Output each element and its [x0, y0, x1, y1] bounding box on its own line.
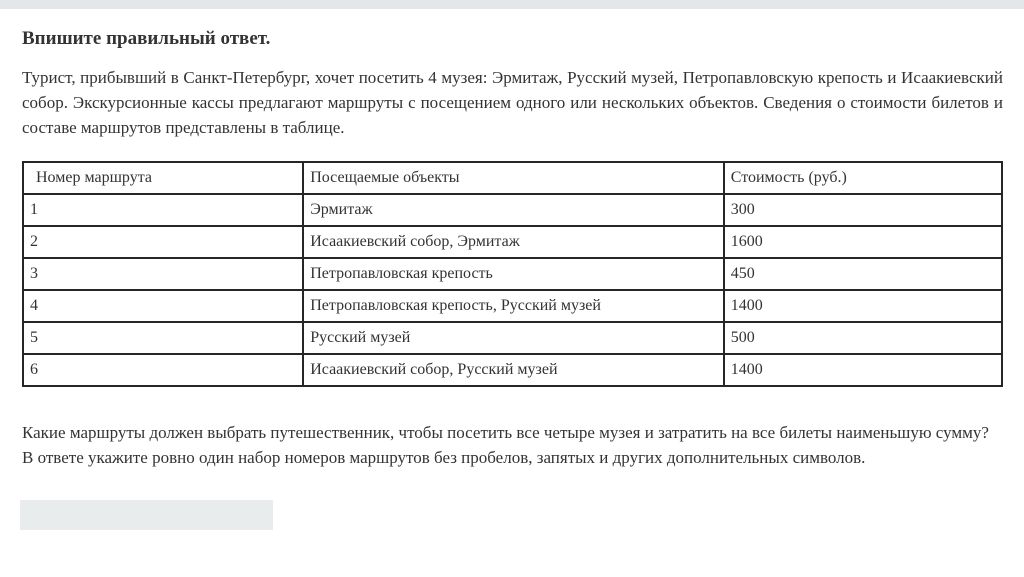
question-text: Какие маршруты должен выбрать путешественник, чтобы посетить все четыре музея и затратить на все билеты наименьшую сумму? [22, 423, 989, 442]
table-row [23, 354, 1002, 386]
cell-cost: 1400 [724, 290, 1002, 322]
answer-format-instruction: В ответе укажите ровно один набор номеров маршрутов без пробелов, запятых и других дополнительных символов. [22, 448, 866, 467]
cell-cost: 500 [724, 322, 1002, 354]
cell-route-number: 2 [23, 226, 303, 258]
cell-route-number: 6 [23, 354, 303, 386]
table-row [23, 226, 1002, 258]
cell-objects: Петропавловская крепость, Русский музей [303, 290, 724, 322]
page-title: Впишите правильный ответ. [22, 28, 271, 49]
cell-cost: 300 [724, 194, 1002, 226]
cell-route-number: 3 [23, 258, 303, 290]
cell-route-number: 1 [23, 194, 303, 226]
cell-objects: Русский музей [303, 322, 724, 354]
column-header-cost: Стоимость (руб.) [724, 162, 1002, 194]
question-block [22, 420, 1003, 470]
table-header-row [23, 162, 1002, 194]
cell-objects: Исаакиевский собор, Эрмитаж [303, 226, 724, 258]
cell-objects: Исаакиевский собор, Русский музей [303, 354, 724, 386]
top-bar [0, 0, 1024, 9]
cell-cost: 450 [724, 258, 1002, 290]
content-area [0, 26, 1024, 530]
table-row [23, 258, 1002, 290]
cell-route-number: 4 [23, 290, 303, 322]
routes-table [22, 161, 1003, 387]
cell-cost: 1400 [724, 354, 1002, 386]
cell-cost: 1600 [724, 226, 1002, 258]
table-row [23, 322, 1002, 354]
cell-objects: Эрмитаж [303, 194, 724, 226]
answer-input[interactable] [20, 500, 273, 530]
cell-route-number: 5 [23, 322, 303, 354]
cell-objects: Петропавловская крепость [303, 258, 724, 290]
table-row [23, 194, 1002, 226]
column-header-route-number: Номер маршрута [23, 162, 303, 194]
table-row [23, 290, 1002, 322]
intro-paragraph: Турист, прибывший в Санкт-Петербург, хочет посетить 4 музея: Эрмитаж, Русский музей, Петропавловскую крепость и Исаакиевский собор. Экскурсионные кассы предлагают маршруты с посещением одного или нескольких объектов. Сведения о стоимости билетов и составе маршрутов представлены в таблице. [22, 68, 1003, 137]
column-header-objects: Посещаемые объекты [303, 162, 724, 194]
